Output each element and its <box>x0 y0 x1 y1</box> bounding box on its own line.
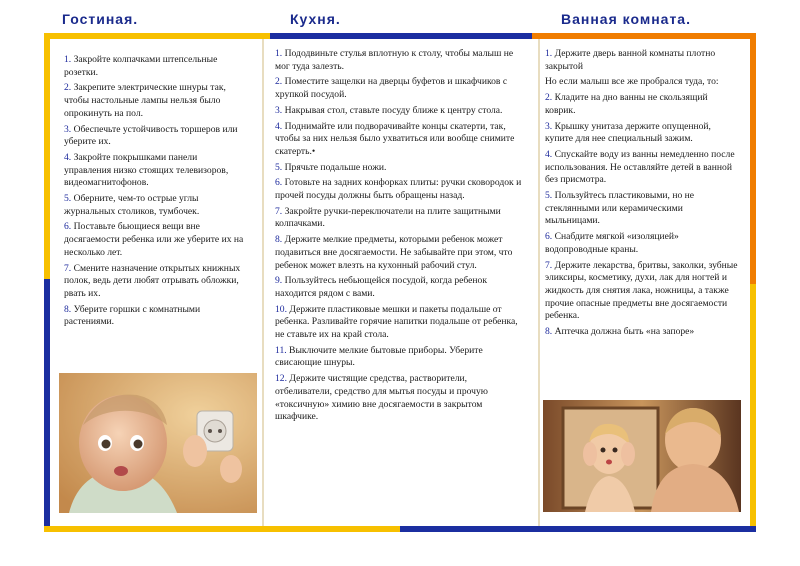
item-text: Закройте колпачками штепсельные розетки. <box>64 54 218 78</box>
frame-left-yellow <box>44 33 50 279</box>
item-text: Кладите на дно ванны не скользящий коврик. <box>545 92 708 116</box>
list-item <box>545 76 740 89</box>
item-text: Пользуйтесь небьющейся посудой, когда ребенок находится рядом с вами. <box>275 275 488 299</box>
frame-right-yellow <box>750 284 756 532</box>
child-mirror-photo <box>543 400 741 512</box>
list-item <box>64 221 244 259</box>
item-number: 2. <box>275 76 283 88</box>
item-number: 6. <box>545 231 553 243</box>
bathroom-list <box>545 48 740 342</box>
frame-bottom-yellow <box>44 526 400 532</box>
item-number: 4. <box>64 151 72 163</box>
item-text: Спускайте воду из ванны немедленно после использования. Не оставляйте детей в ванной без присмотра. <box>545 148 735 186</box>
item-number: 12. <box>275 373 287 385</box>
list-item <box>64 263 244 301</box>
item-text: Прячьте подальше ножи. <box>284 161 387 173</box>
item-text: Поднимайте или подворачивайте концы скатерти, так, чтобы за них нельзя было ухватиться или вообще снимите скатерть.• <box>275 120 515 157</box>
baby-socket-photo <box>59 373 257 513</box>
heading-kitchen: Кухня. <box>290 11 341 27</box>
list-item <box>275 162 525 175</box>
list-item <box>545 326 740 339</box>
item-text: Крышку унитаза держите опущенной, купите для нее специальный зажим. <box>545 120 711 145</box>
divider-right <box>538 39 540 526</box>
item-number: 7. <box>275 205 283 217</box>
frame-top-left-yellow <box>44 33 270 39</box>
item-number: 8. <box>545 326 553 338</box>
item-text: Держите пластиковые мешки и пакеты подальше от ребенка. Разливайте горячие напитки подальше от ребенка, не ставьте их на край стола. <box>275 303 518 341</box>
frame-bottom-blue <box>400 526 756 532</box>
item-text: Держите мелкие предметы, которыми ребенок может подавиться вне досягаемости. Не забывайте при этом, что ребенок может влезть на кухонный рабочий стул. <box>275 234 513 271</box>
list-item <box>275 373 525 424</box>
list-item <box>64 124 244 149</box>
heading-bathroom: Ванная комната. <box>561 11 691 27</box>
list-item <box>275 48 525 73</box>
heading-living-room: Гостиная. <box>62 11 139 27</box>
item-text: Уберите горшки с комнатными растениями. <box>64 303 201 328</box>
list-item <box>545 260 740 324</box>
item-number: 5. <box>64 193 72 205</box>
frame-right-orange <box>750 33 756 284</box>
frame-left-blue <box>44 279 50 532</box>
item-number: 7. <box>545 259 553 271</box>
item-number: 1. <box>275 48 283 59</box>
list-item <box>64 304 244 329</box>
item-text: Держите лекарства, бритвы, заколки, зубные эликсиры, косметику, духи, лак для ногтей и жидкость для снятия лака, ножницы, а также прочие опасные предметы вне досягаемости ребенка. <box>545 259 738 322</box>
list-item <box>64 193 244 218</box>
item-number: 1. <box>545 48 553 59</box>
item-text: Аптечка должна быть «на запоре» <box>554 326 695 338</box>
list-item <box>275 206 525 231</box>
list-item <box>275 275 525 300</box>
item-number: 9. <box>275 275 283 287</box>
item-text: Снабдите мягкой «изоляцией» водопроводные краны. <box>545 231 679 255</box>
item-number: 1. <box>64 54 72 65</box>
item-number: 2. <box>64 82 72 94</box>
list-item <box>64 54 244 79</box>
item-number: 6. <box>275 177 283 189</box>
item-text: Закройте покрышками панели управления низко стоящих телевизоров, видеомагнитофонов. <box>64 151 229 189</box>
divider-left <box>262 39 264 526</box>
list-item <box>275 345 525 370</box>
item-text: Готовьте на задних конфорках плиты: ручки сковородок и прочей посуды должны быть обращены назад. <box>275 177 522 202</box>
living-room-list <box>64 54 244 332</box>
item-number: 10. <box>275 303 287 315</box>
item-text: Пододвиньте стулья вплотную к столу, чтобы малыш не мог туда залезть. <box>275 48 514 72</box>
list-item <box>275 304 525 342</box>
item-number: 8. <box>275 234 283 246</box>
item-text: Оберните, чем-то острые углы журнальных столиков, тумбочек. <box>64 193 200 217</box>
item-text: Держите дверь ванной комнаты плотно закрытой <box>545 48 716 72</box>
item-number: 4. <box>275 120 283 132</box>
list-item <box>275 177 525 202</box>
item-number: 5. <box>545 190 553 202</box>
item-text: Закрепите электрические шнуры так, чтобы настольные лампы нельзя было опрокинуть на пол. <box>64 82 226 119</box>
item-number: 2. <box>545 92 553 104</box>
item-text: Обеспечьте устойчивость торшеров или уберите их. <box>64 123 238 148</box>
item-number: 7. <box>64 262 72 274</box>
list-item <box>64 82 244 120</box>
item-number: 8. <box>64 303 72 315</box>
frame-top-middle-blue <box>270 33 532 39</box>
list-item <box>275 234 525 272</box>
item-text: Поставьте бьющиеся вещи вне досягаемости ребенка или же уберите их на несколько лет. <box>64 221 244 258</box>
item-number: 6. <box>64 221 72 233</box>
item-text: Смените назначение открытых книжных полок, ведь дети любят отрывать обложки, рвать их. <box>64 262 241 299</box>
frame-top-right-orange <box>532 33 756 39</box>
list-item <box>545 92 740 117</box>
item-number: 5. <box>275 161 283 173</box>
item-number: 3. <box>275 104 283 116</box>
list-item <box>545 190 740 228</box>
list-item <box>545 48 740 73</box>
list-item <box>545 149 740 187</box>
item-number: 3. <box>64 123 72 135</box>
list-item <box>275 121 525 159</box>
item-text: Закройте ручки-переключатели на плите защитными колпачками. <box>275 205 501 230</box>
item-text: Но если малыш все же пробрался туда, то: <box>545 76 719 88</box>
item-text: Пользуйтесь пластиковыми, но не стеклянными или керамическими мыльницами. <box>545 190 695 227</box>
item-number: 4. <box>545 148 553 160</box>
item-text: Накрывая стол, ставьте посуду ближе к центру стола. <box>284 104 503 116</box>
list-item <box>545 121 740 146</box>
item-number: 3. <box>545 120 553 132</box>
list-item <box>64 152 244 190</box>
item-text: Держите чистящие средства, растворители, отбеливатели, средство для мытья посуды и прочую «токсичную» химию вне досягаемости в закрытом шкафчике. <box>275 373 488 423</box>
item-text: Поместите защелки на дверцы буфетов и шкафчиков с хрупкой посудой. <box>275 76 508 101</box>
list-item <box>275 105 525 118</box>
item-text: Выключите мелкие бытовые приборы. Уберите свисающие шнуры. <box>275 344 483 369</box>
list-item <box>545 231 740 256</box>
item-number: 11. <box>275 344 287 356</box>
list-item <box>275 76 525 101</box>
kitchen-list <box>275 48 525 427</box>
